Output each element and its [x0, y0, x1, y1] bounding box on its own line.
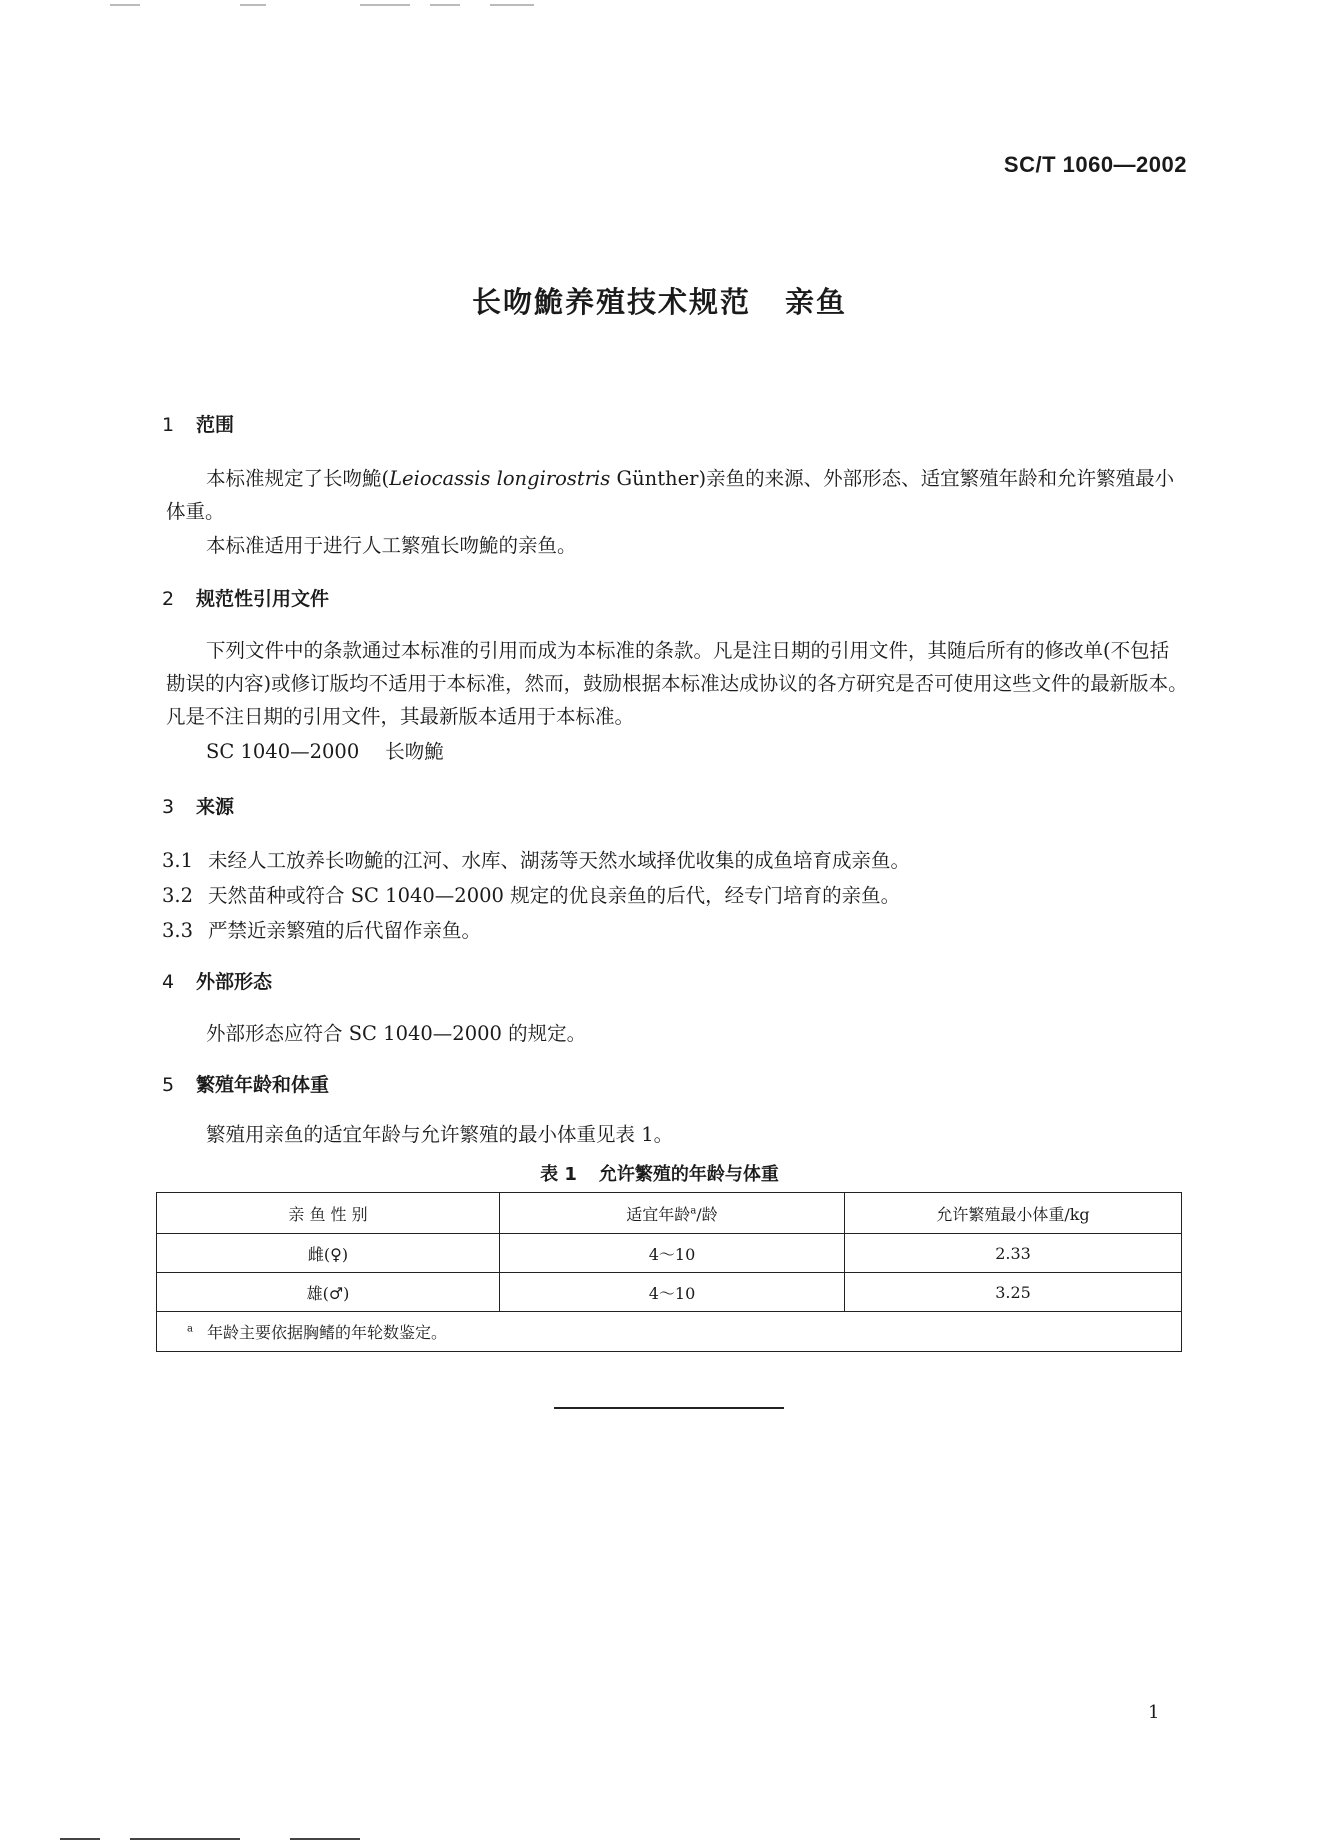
cell-age: 4～10 [500, 1273, 845, 1312]
col-header-sex: 亲 鱼 性 别 [157, 1193, 500, 1234]
standard-number: SC/T 1060—2002 [1003, 152, 1187, 177]
cell-sex: 雌(♀) [157, 1234, 500, 1273]
page-number: 1 [1148, 1702, 1160, 1723]
section-1-paragraph-1: 本标准规定了长吻鮠(Leiocassis longirostris Günther)亲鱼的来源、外部形态、适宜繁殖年龄和允许繁殖最小体重。 [166, 467, 1175, 523]
cell-weight: 2.33 [845, 1234, 1182, 1273]
clause-3-2: 3.2 天然苗种或符合 SC 1040—2000 规定的优良亲鱼的后代，经专门培育的亲鱼。 [162, 884, 901, 907]
section-1-paragraph-2: 本标准适用于进行人工繁殖长吻鮠的亲鱼。 [206, 534, 577, 557]
title-main: 长吻鮠养殖技术规范 [471, 285, 751, 319]
page-title [0, 280, 1319, 321]
section-3-heading: 3 来源 [162, 796, 235, 818]
cell-sex: 雄(♂) [157, 1273, 500, 1312]
title-sub: 亲鱼 [785, 285, 848, 319]
section-4-paragraph-1: 外部形态应符合 SC 1040—2000 的规定。 [206, 1022, 587, 1045]
col-header-weight: 允许繁殖最小体重/kg [845, 1193, 1182, 1234]
cell-weight: 3.25 [845, 1273, 1182, 1312]
normative-reference [206, 735, 444, 768]
end-of-standard-rule [554, 1407, 784, 1409]
table-row [157, 1273, 1182, 1312]
scan-marks-bottom [60, 1838, 360, 1842]
clause-3-3: 3.3 严禁近亲繁殖的后代留作亲鱼。 [162, 919, 482, 942]
footnote-marker: a [690, 1205, 697, 1217]
scan-marks-top [110, 4, 530, 10]
reference-title: 长吻鮠 [385, 740, 444, 763]
cell-age: 4～10 [500, 1234, 845, 1273]
section-2-heading: 2 规范性引用文件 [162, 588, 330, 610]
section-1-heading: 1 范围 [162, 414, 235, 436]
table-caption [0, 1160, 1319, 1186]
table-row [157, 1234, 1182, 1273]
reference-code: SC 1040—2000 [206, 740, 360, 763]
section-5-paragraph-1: 繁殖用亲鱼的适宜年龄与允许繁殖的最小体重见表 1。 [206, 1123, 674, 1146]
clause-3-1: 3.1 未经人工放养长吻鮠的江河、水库、湖荡等天然水域择优收集的成鱼培育成亲鱼。 [162, 849, 911, 872]
table-footnote-row [157, 1312, 1182, 1352]
table-footnote: $^a$ 年龄主要依据胸鳍的年轮数鉴定。 [157, 1312, 1182, 1352]
col-header-age: 适宜年龄$^a$/龄 [500, 1193, 845, 1234]
section-5-heading: 5 繁殖年龄和体重 [162, 1074, 330, 1096]
section-2-paragraph-1: 下列文件中的条款通过本标准的引用而成为本标准的条款。凡是注日期的引用文件，其随后所有的修改单(不包括勘误的内容)或修订版均不适用于本标准，然而，鼓励根据本标准达成协议的各方研究是否可使用这些文件的最新版本。凡是不注日期的引用文件，其最新版本适用于本标准。 [166, 639, 1188, 728]
latin-name: Leiocassis longirostris [389, 467, 611, 490]
section-4-heading: 4 外部形态 [162, 971, 273, 993]
footnote-mark: a [187, 1323, 193, 1335]
table-header-row [157, 1193, 1182, 1234]
age-weight-table [156, 1192, 1182, 1352]
table-title: 允许繁殖的年龄与体重 [598, 1164, 779, 1185]
table-number: 表 1 [540, 1164, 577, 1185]
